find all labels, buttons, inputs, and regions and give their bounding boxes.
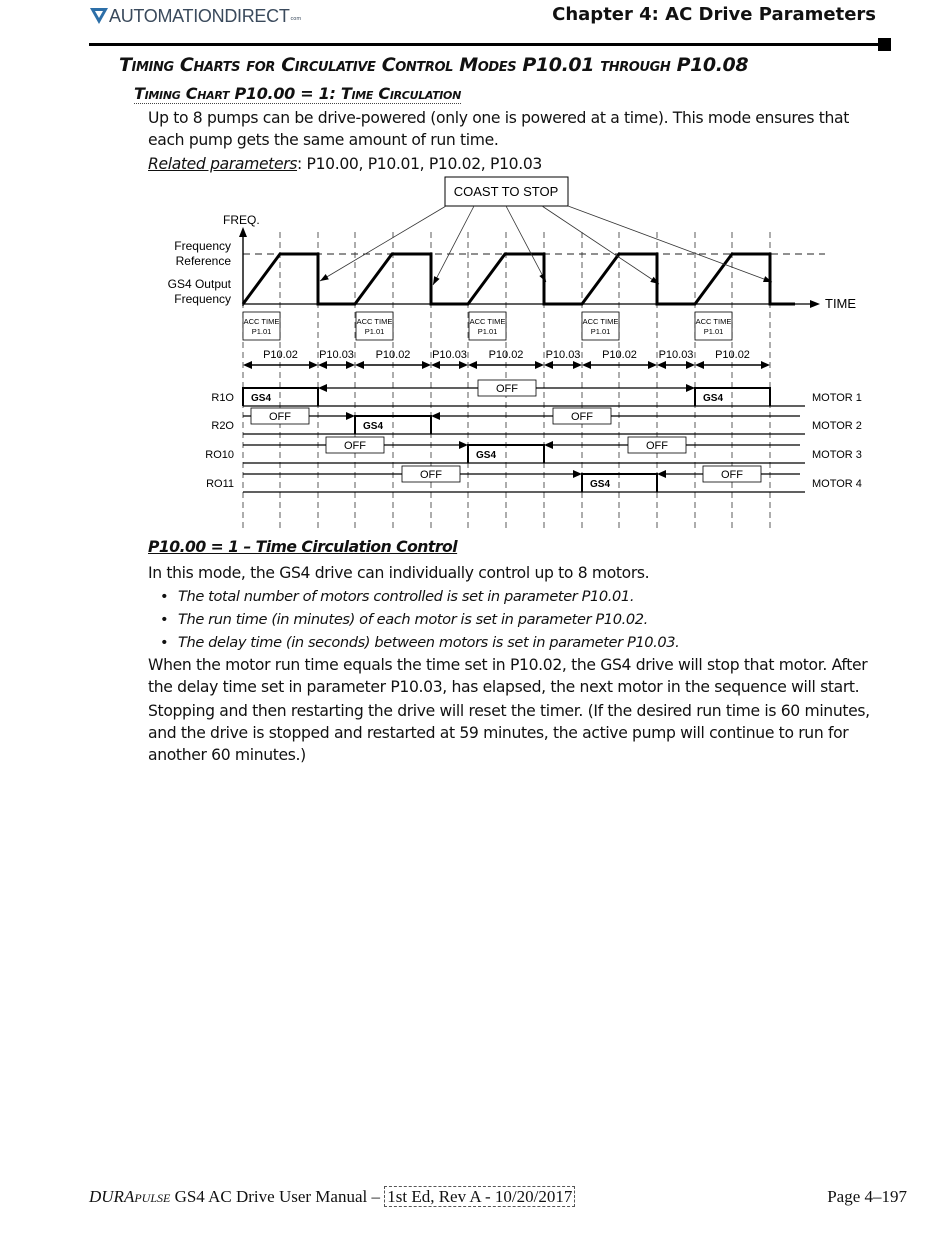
interval-arrowhead-left (318, 361, 327, 369)
footer-manual-name: GS4 AC Drive User Manual – (170, 1187, 385, 1206)
off-label: OFF (571, 411, 593, 423)
footer-brand-pulse: pulse (134, 1187, 171, 1206)
relay-name-label: R2O (211, 420, 234, 432)
freq-reference-label: Reference (175, 254, 231, 268)
acc-time-boxes (243, 312, 732, 340)
relay-off-arrowhead (544, 441, 553, 449)
interval-arrowhead-right (535, 361, 544, 369)
relay-off-arrowhead (657, 470, 666, 478)
relay-off-arrowhead-right (686, 384, 695, 392)
mode-description: In this mode, the GS4 drive can individually control up to 8 motors. (148, 564, 650, 582)
interval-label: P10.03 (432, 349, 467, 361)
relay-off-arrowhead (318, 384, 327, 392)
freq-axis-label: FREQ. (223, 213, 260, 227)
bullet-text: The run time (in minutes) of each motor is set in parameter P10.02. (178, 611, 648, 628)
off-label: OFF (420, 469, 442, 481)
footer-brand-dura: DURA (89, 1187, 135, 1206)
relay-name-label: R1O (211, 392, 234, 404)
off-label: OFF (721, 469, 743, 481)
acc-time-label: ACC TIME (469, 317, 506, 326)
acc-time-param: P1.01 (703, 327, 724, 336)
acc-time-label: ACC TIME (695, 317, 732, 326)
interval-label: P10.02 (488, 349, 524, 361)
interval-arrowhead-left (431, 361, 440, 369)
relay-off-arrowhead (573, 470, 582, 478)
chapter-title: Chapter 4: AC Drive Parameters (552, 4, 876, 25)
interval-arrowhead-left (544, 361, 553, 369)
footer-page-number: Page 4–197 (827, 1187, 907, 1206)
interval-arrowhead-right (346, 361, 355, 369)
y-axis-arrowhead (239, 227, 247, 237)
reset-timer-paragraph: Stopping and then restarting the drive will reset the timer. (If the desired run time is 60 minutes, and the drive is stopped and restarted at 59 minutes, the active pump will continue to run for another 60 minutes.) (148, 702, 870, 764)
subsection-title-text: Timing Chart P10.00 = 1: Time Circulation (134, 84, 462, 103)
interval-label: P10.02 (375, 349, 411, 361)
logo-chevron-icon (90, 7, 108, 25)
timing-chart (150, 174, 870, 532)
bullet-item: • The run time (in minutes) of each motor is set in parameter P10.02. (160, 611, 648, 628)
output-frequency-label: GS4 Output (167, 277, 231, 291)
coast-pointer-line (506, 206, 546, 282)
gs4-on-label: GS4 (476, 450, 497, 461)
logo-text: AUTOMATIONDIRECT (109, 5, 290, 26)
gs4-on-label: GS4 (251, 393, 272, 404)
header-square (878, 38, 891, 51)
footer-brand (89, 1187, 170, 1206)
footer-edition: 1st Ed, Rev A - 10/20/2017 (384, 1186, 575, 1207)
interval-arrowhead-right (422, 361, 431, 369)
interval-arrowhead-right (761, 361, 770, 369)
acc-time-param: P1.01 (251, 327, 272, 336)
subsection-title (134, 84, 461, 103)
relay-name-label: RO11 (206, 478, 234, 490)
coast-pointer-arrowhead (320, 274, 329, 281)
section-title: Timing Charts for Circulative Control Modes P10.01 through P10.08 (119, 54, 749, 76)
acc-time-label: ACC TIME (582, 317, 619, 326)
off-label: OFF (269, 411, 291, 423)
relay-off-arrowhead (459, 441, 468, 449)
interval-arrowhead-left (468, 361, 477, 369)
bullet-text: The total number of motors controlled is set in parameter P10.01. (178, 588, 635, 605)
interval-arrowhead-right (686, 361, 695, 369)
related-parameters (148, 153, 860, 175)
motor-label: MOTOR 2 (812, 420, 862, 432)
coast-to-stop-label: COAST TO STOP (453, 184, 559, 199)
relay-off-arrowhead (346, 412, 355, 420)
coast-pointer-line (320, 206, 446, 281)
related-values: : P10.00, P10.01, P10.02, P10.03 (297, 155, 542, 173)
acc-time-label: ACC TIME (243, 317, 280, 326)
interval-label: P10.02 (263, 349, 298, 361)
interval-arrowhead-left (243, 361, 252, 369)
logo-suffix: com (290, 16, 302, 22)
coast-to-stop-callout (320, 177, 772, 285)
mode-title: P10.00 = 1 – Time Circulation Control (148, 538, 458, 556)
gs4-on-label: GS4 (703, 393, 724, 404)
acc-time-param: P1.01 (590, 327, 611, 336)
interval-label: P10.03 (658, 349, 694, 361)
bullet-item: • The delay time (in seconds) between motors is set in parameter P10.03. (160, 634, 680, 651)
gs4-on-label: GS4 (363, 421, 384, 432)
relay-name-label: RO10 (205, 449, 234, 461)
output-frequency-label: Frequency (174, 292, 231, 306)
parameter-bullet-list (160, 585, 679, 654)
run-time-paragraph: When the motor run time equals the time set in P10.02, the GS4 drive will stop that motor. After the delay time set in parameter P10.03, has elapsed, the next motor in the sequence will start. (148, 656, 868, 696)
acc-time-label: ACC TIME (356, 317, 393, 326)
off-label: OFF (646, 440, 668, 452)
intro-text: Up to 8 pumps can be drive-powered (only one is powered at a time). This mode ensures that each pump gets the same amount of run time. (148, 109, 850, 149)
bullet-text: The delay time (in seconds) between motors is set in parameter P10.03. (178, 634, 680, 651)
interval-label: P10.02 (715, 349, 750, 361)
acc-time-param: P1.01 (364, 327, 385, 336)
interval-arrowhead-right (648, 361, 657, 369)
interval-label: P10.02 (602, 349, 637, 361)
interval-arrowhead-right (309, 361, 318, 369)
related-label: Related parameters (148, 155, 298, 173)
off-label: OFF (344, 440, 366, 452)
motor-label: MOTOR 4 (812, 478, 862, 490)
motor-label: MOTOR 1 (812, 392, 862, 404)
interval-arrowhead-left (695, 361, 704, 369)
x-axis-arrowhead (810, 300, 820, 308)
header-rule (89, 43, 882, 46)
chart-axis-labels (168, 213, 857, 311)
time-axis-label: TIME (825, 296, 857, 311)
interval-label: P10.03 (319, 349, 354, 361)
off-label: OFF (496, 383, 518, 395)
gs4-on-label: GS4 (590, 479, 611, 490)
interval-arrows (243, 349, 770, 369)
bullet-item: • The total number of motors controlled is set in parameter P10.01. (160, 588, 635, 605)
relay-off-arrowhead (431, 412, 440, 420)
interval-arrowhead-left (657, 361, 666, 369)
motor-label: MOTOR 3 (812, 449, 862, 461)
coast-pointer-arrowhead (433, 276, 440, 285)
interval-label: P10.03 (545, 349, 581, 361)
acc-time-param: P1.01 (477, 327, 498, 336)
interval-arrowhead-right (573, 361, 582, 369)
freq-reference-label: Frequency (174, 239, 231, 253)
interval-arrowhead-left (355, 361, 364, 369)
interval-arrowhead-right (459, 361, 468, 369)
interval-arrowhead-left (582, 361, 591, 369)
footer-manual-title (89, 1187, 575, 1207)
relay-timing-rows (205, 380, 862, 492)
automationdirect-logo (90, 4, 301, 28)
